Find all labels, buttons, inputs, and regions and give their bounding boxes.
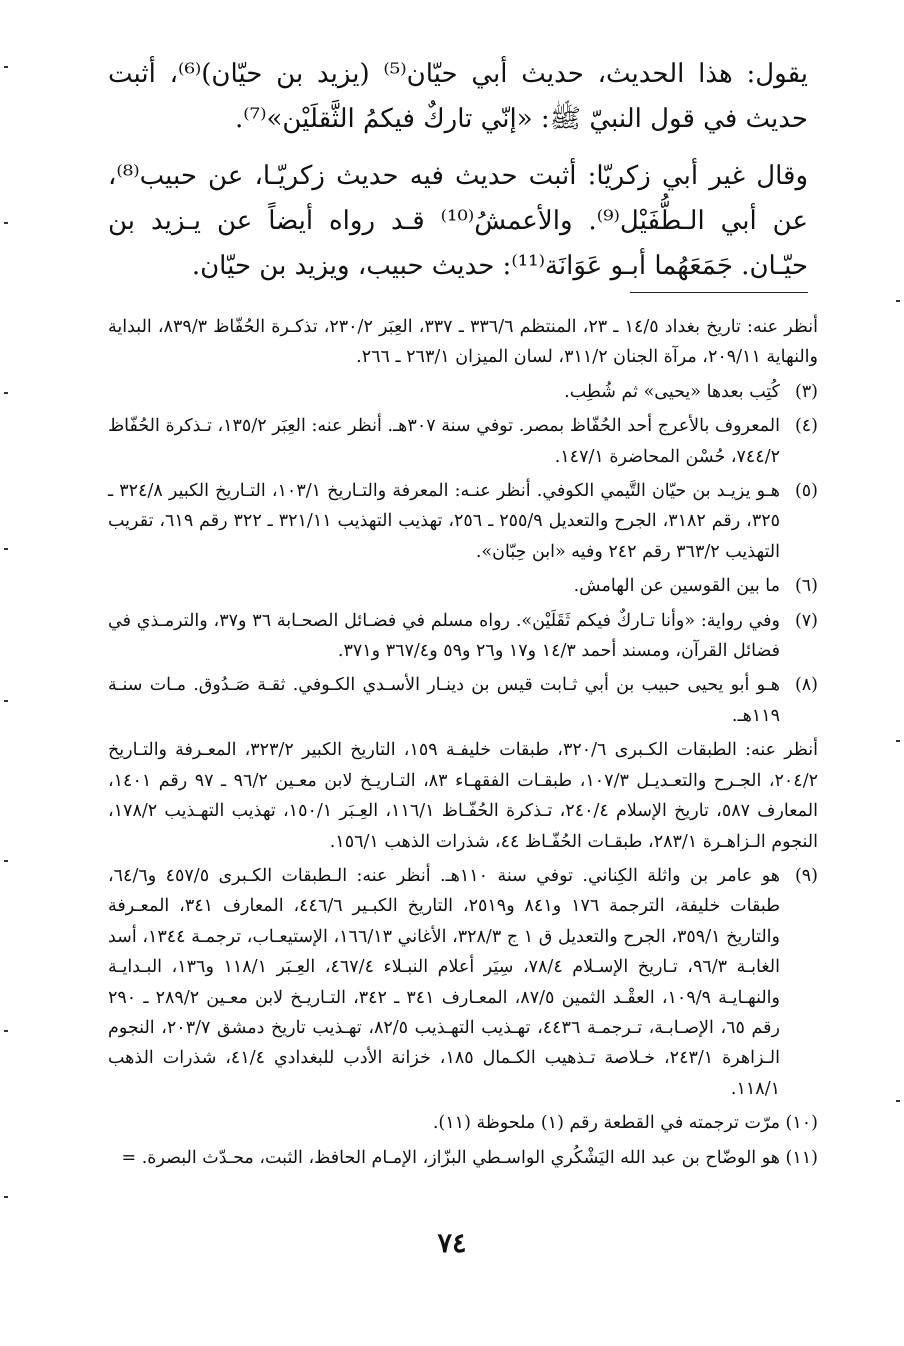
footnote-number: (٨) (794, 675, 818, 696)
scan-mark (4, 392, 8, 394)
footnote-text: هـو أبو يحيى حبيب بن أبي ثـابت قيس بن دينـار الأسـدي الكـوفي. ثقـة صَـدُوق. مـات سنـة ١١٩هـ. (108, 675, 780, 726)
footnote-number: (٤) (794, 416, 818, 437)
footnote-3 (108, 377, 818, 407)
scan-mark (4, 222, 8, 224)
footnote-text: ما بين القوسين عن الهامش. (573, 576, 780, 597)
scan-mark (4, 860, 8, 862)
footnote-number: (٦) (794, 576, 818, 597)
footnote-8-references: أنظر عنه: الطبقات الكـبرى ٣٢٠/٦، طبقات خليفـة ١٥٩، التاريخ الكبير ٣٢٣/٢، المعـرفة والتـاريخ ٢٠٤/٢، الجـرح والتعـديـل ١٠٧/٣، طبقـات الفقهـاء ٨٣، التـاريـخ لابن معـين ٩٦/٢ ـ ٩٧ رقم ١٤٠١، المعارف ٥٨٧، تاريخ الإسلام ٢٤٠/٤، تـذكرة الحُفّـاظ ١١٦/١، العِـبَر ١٥٠/١، تهذيب التهـذيب ١٧٨/٢، النجوم الـزاهـرة ٢٨٣/١، طبقـات الحُفّـاظ ٤٤، شذرات الذهب ١٥٦/١. (108, 740, 818, 852)
footnote-text: هـو يزيـد بن حيّان التَّيمي الكوفي. أنظر عنـه: المعرفة والتـاريخ ١٠٣/١، التـاريخ الكبير ٣٢٤/٨ ـ ٣٢٥، رقم ٣١٨٢، الجرح والتعديل ٢٥٥/٩ ـ ٢٥٦، تهذيب التهذيب ٣٢١/١١ ـ ٣٢٢ رقم ٦١٩، تقريب التهذيب ٣٦٣/٢ رقم ٢٤٢ وفيه «ابن حِبّان». (108, 481, 781, 562)
footnote-5 (108, 476, 818, 567)
footnote-text: المعروف بالأعرج أحد الحُفّاظ بمصر. توفي سنة ٣٠٧هـ. أنظر عنه: العِبَر ١٣٥/٢، تـذكرة الحُفّاظ ٧٤٤/٢، حُسْن المحاضرة ١٤٧/١. (108, 416, 780, 467)
footnote-text: هو عامر بن واثلة الكِناني. توفي سنة ١١٠هـ. أنظر عنه: الـطبقات الكـبرى ٤٥٧/٥ و٦٤/٦، طبقات خليفة، الترجمة ١٧٦ و٨٤١ و٢٥١٩، التاريخ الكبـير ٤٤٦/٦، المعارف ٣٤١، المعـرفة والتاريخ ٣٥٩/١، الجرح والتعديل ق ١ ج ٣٢٨/٣، الأغاني ١٦٦/١٣، الإستيعـاب، ترجمـة ١٣٤٤، أسد الغابـة ٩٦/٣، تـاريخ الإسـلام ٧٨/٤، سِيَر أعلام النبـلاء ٤٦٧/٤، العِـبَر ١١٨/١ و١٣٦، البـدايـة والنهـايـة ١٠٩/٩، العقْـد الثمين ٨٧/٥، المعـارف ٣٤١ ـ ٣٤٢، التـاريـخ لابن معـين ٢٨٩/٢ ـ ٢٩٠ رقم ٦٥، الإصـابـة، تـرجمـة ٤٤٣٦، تهـذيب التهـذيب ٨٢/٥، تهـذيب تاريخ دمشق ٢٠٣/٧، النجوم الـزاهرة ٢٤٣/١، خـلاصة تـذهيب الكـمال ١٨٥، خزانة الأدب للبغدادي ٤١/٤، شذرات الذهب ١١٨/١. (108, 865, 781, 1099)
footnote-number: (١١) (785, 1147, 818, 1168)
footnote-number: (٥) (794, 481, 818, 502)
scan-mark (896, 300, 900, 302)
footnote-4 (108, 411, 818, 472)
footnote-text: وفي رواية: «وأنا تـاركٌ فيكم ثَقَلَيْن». رواه مسلم في فضـائل الصحـابة ٣٦ و٣٧، والترمـذي في فضائل القرآن، ومسند أحمد ١٤/٣ و١٧ و٢٦ و٥٩ و٣٦٧/٤ و٣٧١. (108, 610, 780, 662)
main-text (108, 52, 808, 301)
footnote-11 (108, 1143, 818, 1173)
footnote-number: (١٠) (785, 1113, 818, 1134)
footnote-8 (108, 670, 818, 731)
scan-mark (896, 740, 900, 742)
footnote-text: هو الوضّاح بن عبد الله اليَشْكُري الواسـطي البزّاز، الإمـام الحافظ، الثبت، محـدّث البصرة. = (121, 1147, 780, 1168)
footnotes (108, 312, 818, 1177)
footnote-6 (108, 571, 818, 601)
page-number: ٧٤ (437, 1228, 467, 1259)
footnote-number: (٧) (794, 610, 818, 631)
footnote-text: مرّت ترجمته في القطعة رقم (١) ملحوظة (١١). (432, 1113, 780, 1134)
footnote-9 (108, 861, 818, 1104)
scan-mark (4, 548, 8, 550)
footnote-number: (٩) (794, 865, 818, 886)
footnote-10 (108, 1108, 818, 1138)
paragraph-2: وقال غير أبي زكريّا: أثبت حديث فيه حديث زكريّـا، عن حبيب⁽⁸⁾، عن أبي الـطُّفَيْل⁽⁹⁾. والأعمشُ⁽¹⁰⁾ قـد رواه أيضاً عن يـزيد بن حيّـان. جَمَعَهُما أبـو عَوَانَة⁽¹¹⁾: حديث حبيب، ويزيد بن حيّان. (108, 161, 808, 281)
footnote-7 (108, 606, 818, 667)
scan-mark (4, 1196, 8, 1198)
paragraph-1: يقول: هذا الحديث، حديث أبي حيّان⁽⁵⁾ (يزيد بن حيّان)⁽⁶⁾، أثبت حديث في قول النبيّ ﷺ: «إنّي تاركٌ فيكمُ الثَّقلَيْن»⁽⁷⁾. (108, 59, 809, 134)
footnote-continuation: أنظر عنه: تاريخ بغداد ١٤/٥ ـ ٢٣، المنتظم ٣٣٦/٦ ـ ٣٣٧، العِبَر ٢٣٠/٢، تذكـرة الحُفّاظ ٨٣٩/٣، البداية والنهاية ٢٠٩/١١، مرآة الجنان ٣١١/٢، لسان الميزان ٢٦٣/١ ـ ٢٦٦. (108, 317, 818, 368)
scan-mark (4, 66, 8, 68)
footnote-separator (630, 292, 808, 293)
scan-mark (4, 1030, 8, 1032)
scan-mark (4, 700, 8, 702)
footnote-text: كُتِب بعدها «يحيى» ثم شُطِب. (564, 381, 780, 402)
scan-mark (896, 1100, 900, 1102)
footnote-number: (٣) (794, 381, 818, 402)
